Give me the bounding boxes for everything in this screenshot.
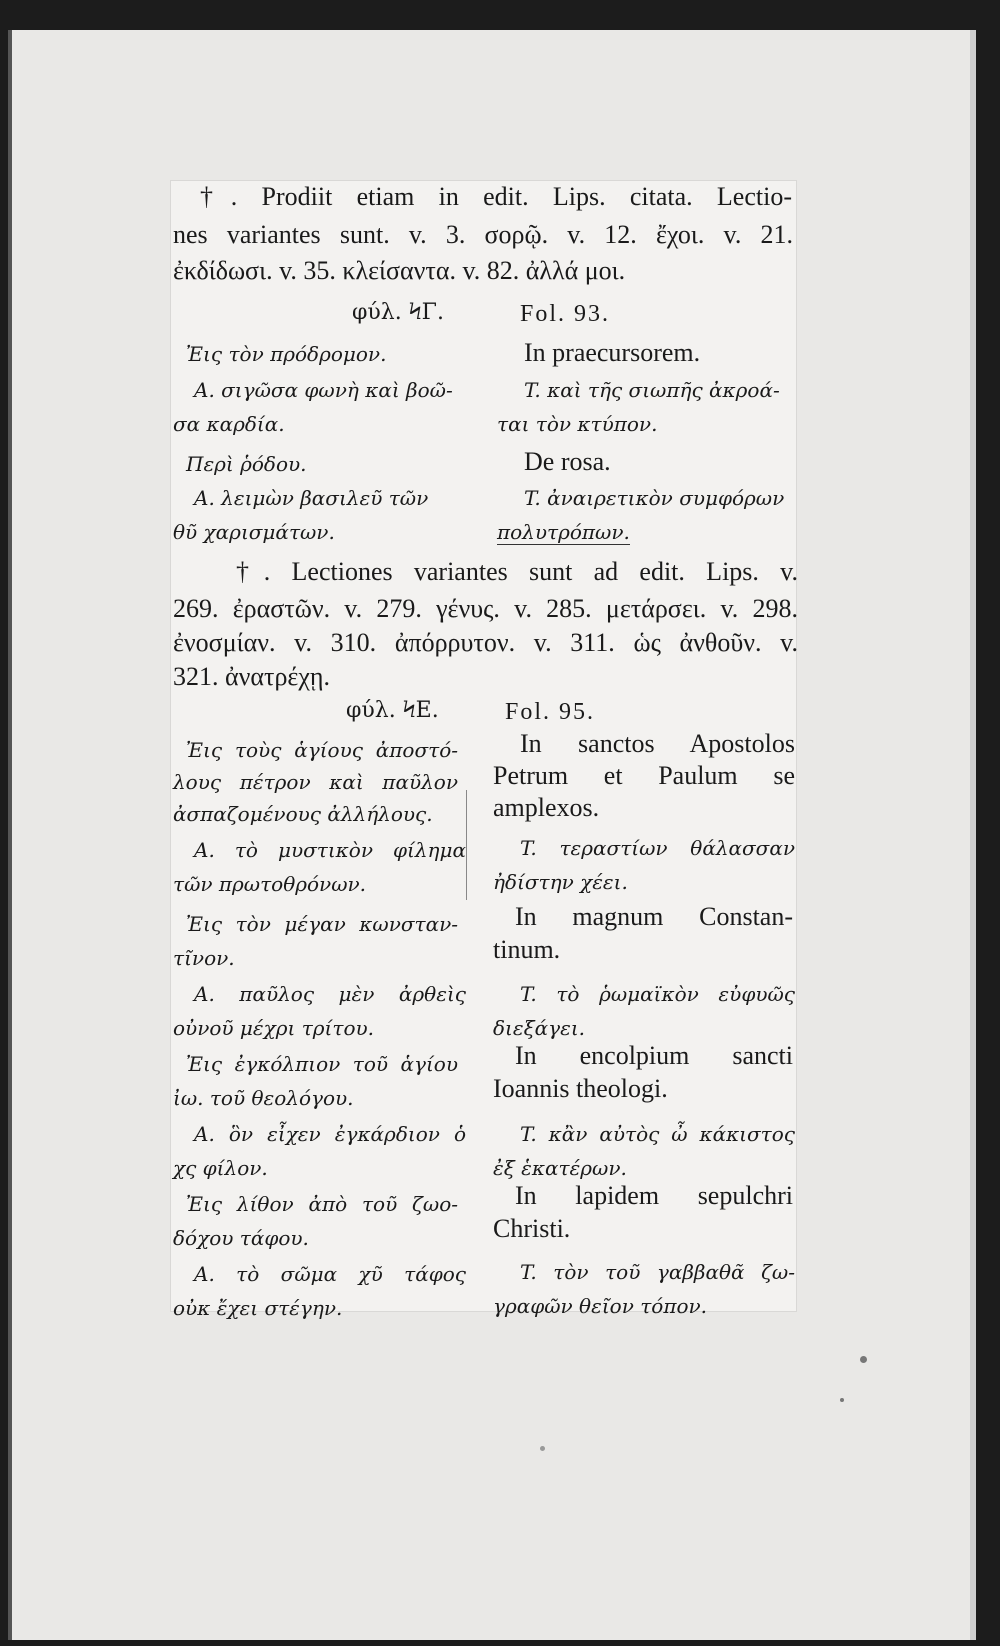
sec1-e2-greek-2: σα καρδία. — [173, 412, 285, 436]
sec2-e-latin-1: In encolpium sancti — [515, 1041, 793, 1070]
note2-line1: †. Lectiones variantes sunt ad edit. Lips. v. — [236, 557, 798, 586]
scan-speck — [840, 1398, 844, 1402]
sec2-head-greek: φύλ. ϞΕ. — [346, 698, 439, 723]
sec2-g-greek-1: Ἐις λίθον ἀπὸ τοῦ ζωο- — [186, 1192, 458, 1216]
sec2-g-greek-2: δόχου τάφου. — [173, 1226, 309, 1250]
sec1-e3-latin: De rosa. — [524, 447, 611, 476]
sec1-head-latin: Fol. 93. — [520, 301, 611, 327]
scan-speck — [540, 1446, 545, 1451]
sec2-c-greek-1: Ἐις τὸν μέγαν κωνσταν- — [186, 912, 458, 936]
sec1-e1-latin: In praecursorem. — [524, 338, 701, 367]
sec1-e2-latin-1: T. καὶ τῆς σιωπῆς ἀκροά- — [524, 378, 780, 402]
sec2-d-latin-2: διεξάγει. — [493, 1016, 586, 1040]
note1-line2: nes variantes sunt. v. 3. σορῷ. v. 12. ἔχοι. v. 21. — [173, 220, 793, 249]
sec2-f-greek-1: Α. ὃν εἶχεν ἐγκάρδιον ὁ — [194, 1122, 466, 1146]
sec2-c-latin-1: In magnum Constan- — [515, 902, 793, 931]
sec2-h-greek-2: οὐκ ἔχει στέγην. — [173, 1296, 343, 1320]
sec2-e-greek-1: Ἐις ἐγκόλπιον τοῦ ἁγίου — [186, 1052, 458, 1076]
sec2-h-latin-2: γραφῶν θεῖον τόπον. — [493, 1294, 708, 1318]
note2-line2: 269. ἐραστῶν. v. 279. γένυς. v. 285. μετάρσει. v. 298. — [173, 594, 798, 623]
sec2-a-greek-3: ἀσπαζομένους ἀλλήλους. — [173, 802, 433, 826]
sec1-head-greek: φύλ. ϞΓ. — [352, 300, 444, 325]
note2-line4: 321. ἀνατρέχῃ. — [173, 662, 330, 691]
sec2-e-greek-2: ἰω. τοῦ θεολόγου. — [173, 1086, 354, 1110]
note2-line3: ἐνοσμίαν. v. 310. ἀπόρρυτον. v. 311. ὡς ἀνθοῦν. v. — [173, 628, 798, 657]
sec2-a-latin-3: amplexos. — [493, 793, 600, 822]
sec2-g-latin-2: Christi. — [493, 1214, 571, 1243]
sec2-d-latin-1: T. τὸ ῥωμαϊκὸν εὐφυῶς — [520, 982, 795, 1006]
sec2-b-greek-2: τῶν πρωτοθρόνων. — [173, 872, 367, 896]
sec1-e4-latin-2: πολυτρόπων. — [497, 520, 630, 544]
sec2-e-latin-2: Ioannis theologi. — [493, 1074, 668, 1103]
sec1-e4-greek-1: Α. λειμὼν βασιλεῦ τῶν — [194, 486, 429, 510]
sec2-c-greek-2: τῖνον. — [173, 946, 235, 970]
sec2-a-latin-2: Petrum et Paulum se — [493, 761, 795, 790]
column-divider — [466, 790, 467, 900]
sec1-e1-greek: Ἐις τὸν πρόδρομον. — [186, 342, 387, 366]
sec1-e3-greek: Περὶ ῥόδου. — [186, 452, 307, 476]
sec1-e4-latin-1: T. ἀναιρετικὸν συμφόρων — [524, 486, 785, 510]
sec2-f-latin-1: T. κἂν αὐτὸς ὦ κάκιστος — [520, 1122, 795, 1146]
sec2-head-latin: Fol. 95. — [505, 699, 596, 725]
sec1-e4-greek-2: θῦ χαρισμάτων. — [173, 520, 335, 544]
sec2-b-latin-1: T. τεραστίων θάλασσαν — [520, 836, 795, 860]
sec2-c-latin-2: tinum. — [493, 935, 561, 964]
sec2-g-latin-1: In lapidem sepulchri — [515, 1181, 793, 1210]
sec1-e2-latin-2: ται τὸν κτύπον. — [497, 412, 658, 436]
sec2-a-greek-2: λους πέτρον καὶ παῦλον — [173, 770, 458, 794]
sec2-d-greek-1: Α. παῦλος μὲν ἀρθεὶς — [194, 982, 466, 1006]
sec2-b-latin-2: ἠδίστην χέει. — [493, 870, 628, 894]
sec2-f-greek-2: χς φίλον. — [173, 1156, 268, 1180]
sec2-h-greek-1: Α. τὸ σῶμα χῦ τάφος — [194, 1262, 466, 1286]
sec1-e2-greek-1: Α. σιγῶσα φωνὴ καὶ βοῶ- — [194, 378, 453, 402]
page-edge — [8, 30, 12, 1640]
sec2-f-latin-2: ἐξ ἑκατέρων. — [493, 1156, 627, 1180]
scan-speck — [860, 1356, 867, 1363]
note1-line3: ἐκδίδωσι. v. 35. κλείσαντα. v. 82. ἀλλά μοι. — [173, 256, 626, 285]
sec2-a-greek-1: Ἐις τοὺς ἁγίους ἀποστό- — [186, 738, 458, 762]
note1-line1: †. Prodiit etiam in edit. Lips. citata. Lectio- — [200, 182, 792, 211]
sec2-d-greek-2: οὐνοῦ μέχρι τρίτου. — [173, 1016, 375, 1040]
sec2-h-latin-1: T. τὸν τοῦ γαββαθᾶ ζω- — [520, 1260, 795, 1284]
sec2-a-latin-1: In sanctos Apostolos — [520, 729, 795, 758]
sec2-b-greek-1: Α. τὸ μυστικὸν φίλημα — [194, 838, 466, 862]
